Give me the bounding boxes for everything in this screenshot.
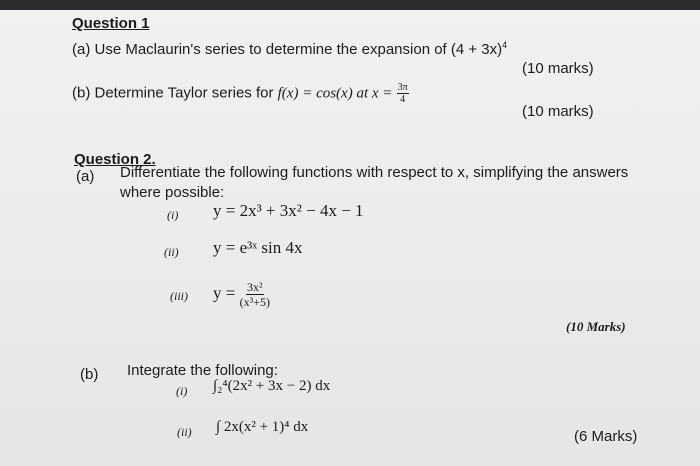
q2-b-instruction: Integrate the following: <box>127 362 278 379</box>
q2-b-item-1-label: (i) <box>176 384 188 398</box>
item-3-numerator: 3x² <box>246 280 263 294</box>
q1-part-a-text: (a) Use Maclaurin's series to determine the expansion of (4 + 3x) <box>72 41 503 58</box>
item-3-fraction <box>240 280 270 309</box>
q1-part-b-function: f(x) = cos(x) at x = <box>277 85 393 102</box>
q2-a-instruction-line1: Differentiate the following functions with respect to x, simplifying the answers <box>120 164 629 181</box>
q1-part-b-text: (b) Determine Taylor series for <box>72 84 274 102</box>
question-2-heading: Question 2. <box>74 151 156 168</box>
q2-b-item-2-label: (ii) <box>177 425 192 439</box>
q2-a-item-2-expr: y = e³ˣ sin 4x <box>213 238 303 257</box>
q2-b-item-1-expr: ∫₂⁴(2x² + 3x − 2) dx <box>213 378 331 394</box>
q1-part-b-fraction <box>397 82 409 105</box>
fraction-denominator: 4 <box>400 94 406 105</box>
q2-b-item-2-expr: ∫ 2x(x² + 1)⁴ dx <box>216 419 309 435</box>
q1-part-b <box>72 82 409 105</box>
q2-a-item-3-label: (iii) <box>170 289 188 303</box>
paper-sheet <box>0 10 700 466</box>
q2-a-instruction-line2: where possible: <box>120 184 225 201</box>
q2-a-item-1-expr: y = 2x³ + 3x² − 4x − 1 <box>213 201 364 220</box>
q2-a-label: (a) <box>76 168 95 185</box>
top-bar <box>0 0 700 10</box>
q1-a-marks: (10 marks) <box>522 60 594 77</box>
q2-a-item-3-expr <box>213 280 270 309</box>
q2-a-marks: (10 Marks) <box>566 319 626 334</box>
q2-a-item-2-label: (ii) <box>164 245 179 259</box>
q2-b-marks: (6 Marks) <box>574 428 638 445</box>
q1-part-a <box>72 40 507 58</box>
item-3-lhs: y = <box>213 283 236 303</box>
question-1-heading: Question 1 <box>72 15 150 32</box>
fraction-numerator: 3π <box>397 82 408 93</box>
q2-b-label: (b) <box>80 366 99 383</box>
q2-a-item-1-label: (i) <box>167 208 179 222</box>
item-3-denominator: (x³+5) <box>239 295 270 309</box>
q1-part-a-exponent: 4 <box>502 40 508 50</box>
q1-b-marks: (10 marks) <box>522 103 594 120</box>
